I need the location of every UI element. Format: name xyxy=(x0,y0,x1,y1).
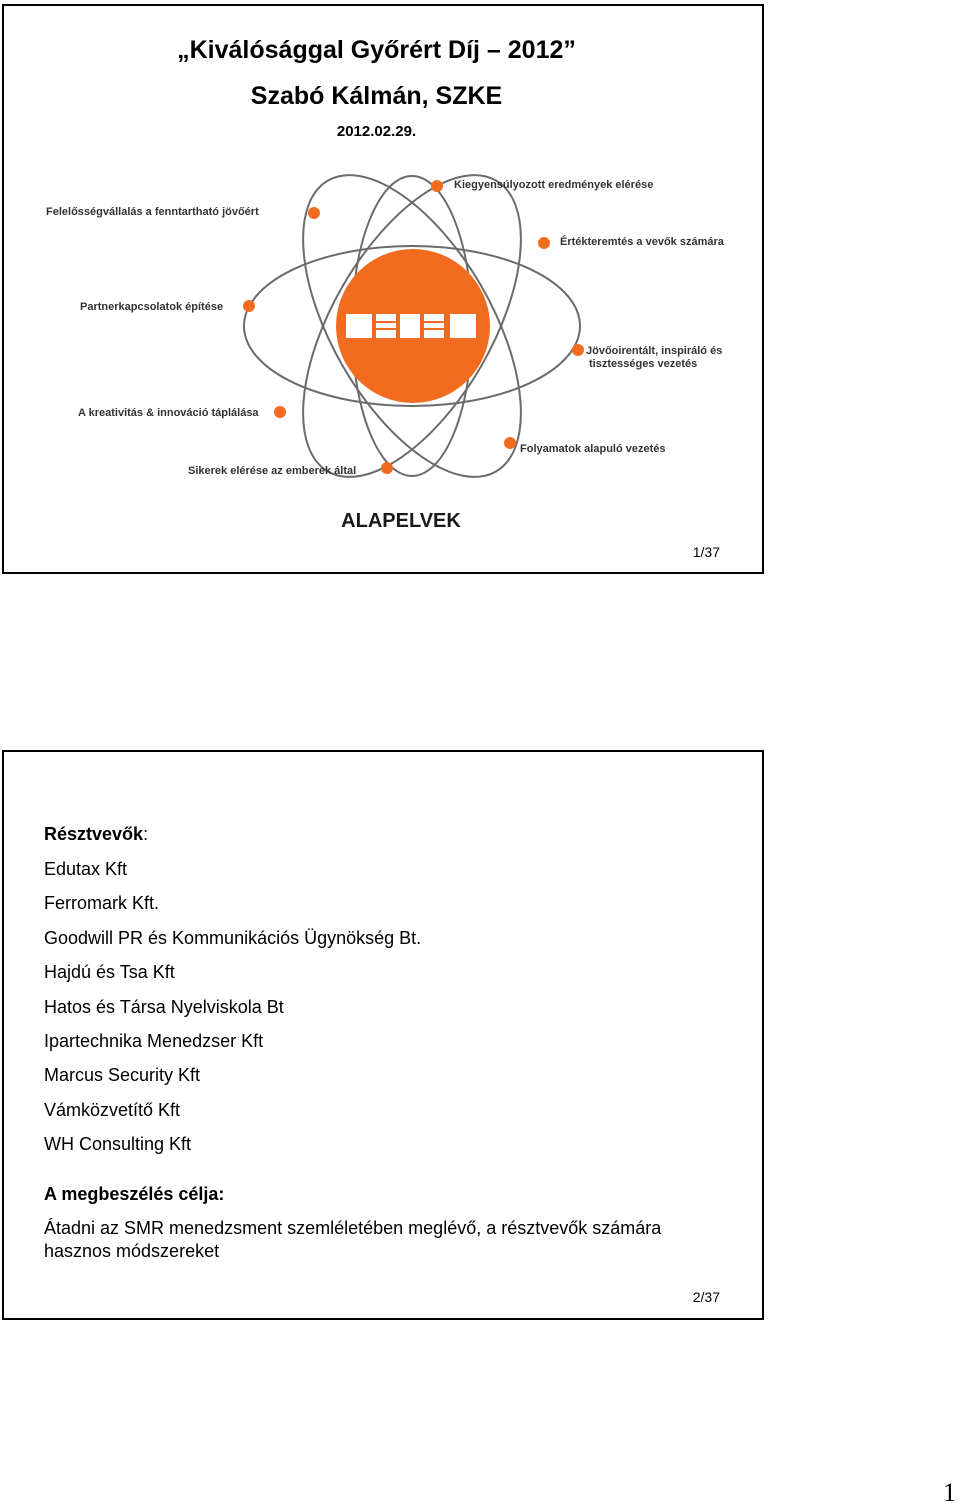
slide-title: „Kiválósággal Győrért Díj – 2012” xyxy=(177,36,576,64)
principle-label: Folyamatok alapuló vezetés xyxy=(520,443,666,455)
orbit-dot xyxy=(243,300,255,312)
slide-page-number: 1/37 xyxy=(692,544,720,560)
diagram-caption: ALAPELVEK xyxy=(341,510,461,532)
orbit-dot xyxy=(381,462,393,474)
principle-label: Felelősségvállalás a fenntartható jövőért xyxy=(46,206,259,218)
participant-item: Vámközvetítő Kft xyxy=(44,1100,181,1120)
orbit-dot xyxy=(572,344,584,356)
participant-item: Hatos és Társa Nyelviskola Bt xyxy=(44,997,284,1017)
participants-heading-text: Résztvevők xyxy=(44,824,144,844)
principle-label: Értékteremtés a vevők számára xyxy=(560,236,724,248)
goal-heading xyxy=(44,1184,224,1205)
slide-page-number: 2/37 xyxy=(692,1289,720,1305)
participants-heading-colon: : xyxy=(143,824,149,844)
principle-label: Jövőoirentált, inspiráló és xyxy=(586,345,723,357)
participant-item: Goodwill PR és Kommunikációs Ügynökség Bt. xyxy=(44,928,422,948)
goal-heading-text: A megbeszélés célja: xyxy=(44,1184,225,1204)
orbit-dot xyxy=(504,437,516,449)
goal-text-line: Átadni az SMR menedzsment szemléletében meglévő, a résztvevők számára xyxy=(44,1218,662,1238)
alapelvek-atom-diagram xyxy=(4,166,762,546)
slide-2 xyxy=(2,750,764,1320)
slide-date: 2012.02.29. xyxy=(336,123,417,140)
participant-item: Hajdú és Tsa Kft xyxy=(44,962,175,982)
participants-heading xyxy=(44,824,148,845)
participant-item: Ferromark Kft. xyxy=(44,893,160,913)
participant-item: WH Consulting Kft xyxy=(44,1134,192,1154)
orbit-dot xyxy=(431,180,443,192)
principle-label: Partnerkapcsolatok építése xyxy=(80,301,224,313)
principle-label: A kreativitás & innováció táplálása xyxy=(78,407,259,419)
participant-item: Marcus Security Kft xyxy=(44,1065,201,1085)
nucleus-logo-icon xyxy=(346,314,476,338)
orbit-dot xyxy=(538,237,550,249)
orbit-dot xyxy=(274,406,286,418)
principle-label: Kiegyensúlyozott eredmények elérése xyxy=(454,179,654,191)
goal-text-line: hasznos módszereket xyxy=(44,1241,220,1261)
principle-label: Sikerek elérése az emberek által xyxy=(188,465,357,477)
document-page-number: 1 xyxy=(943,1478,956,1507)
slide-subtitle: Szabó Kálmán, SZKE xyxy=(250,82,503,110)
participant-item: Edutax Kft xyxy=(44,859,128,879)
slide-1 xyxy=(2,4,764,574)
orbit-dot xyxy=(308,207,320,219)
principle-label: tisztességes vezetés xyxy=(589,358,698,370)
participant-item: Ipartechnika Menedzser Kft xyxy=(44,1031,264,1051)
